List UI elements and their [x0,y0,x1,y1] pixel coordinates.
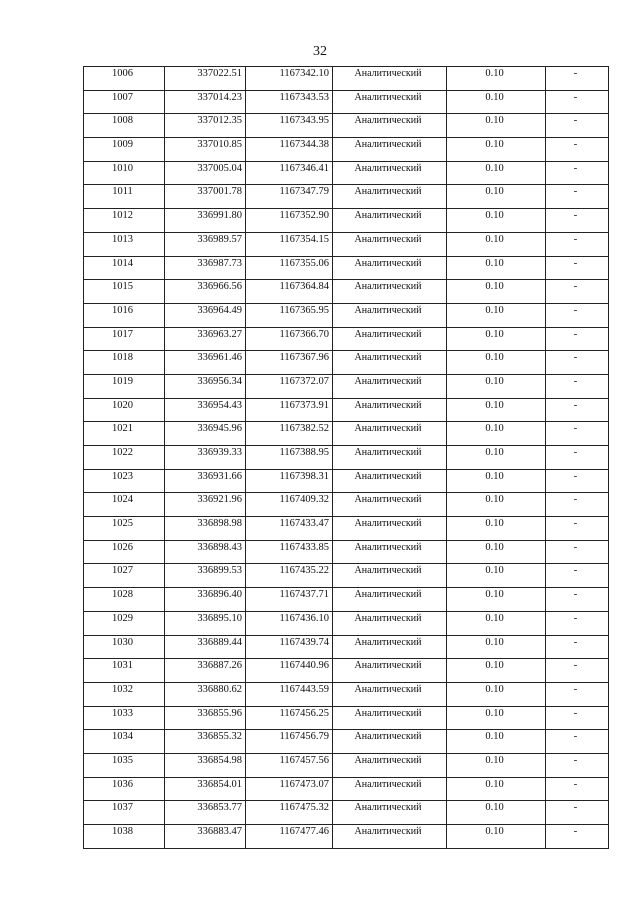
table-row [84,374,609,398]
accuracy-cell: 0.10 [447,777,546,801]
x-coordinate-cell: 337012.35 [165,114,246,138]
y-coordinate-cell: 1167388.95 [246,446,333,470]
note-cell: - [546,753,609,777]
note-cell: - [546,422,609,446]
note-cell: - [546,730,609,754]
point-number-cell: 1010 [84,161,165,185]
table-row [84,422,609,446]
table-row [84,256,609,280]
point-number-cell: 1011 [84,185,165,209]
note-cell: - [546,67,609,91]
method-cell: Аналитический [333,540,447,564]
method-cell: Аналитический [333,825,447,849]
table-row [84,682,609,706]
y-coordinate-cell: 1167433.47 [246,517,333,541]
method-cell: Аналитический [333,446,447,470]
y-coordinate-cell: 1167443.59 [246,682,333,706]
point-number-cell: 1028 [84,588,165,612]
accuracy-cell: 0.10 [447,398,546,422]
accuracy-cell: 0.10 [447,469,546,493]
x-coordinate-cell: 336989.57 [165,232,246,256]
x-coordinate-cell: 336853.77 [165,801,246,825]
note-cell: - [546,517,609,541]
y-coordinate-cell: 1167477.46 [246,825,333,849]
method-cell: Аналитический [333,659,447,683]
method-cell: Аналитический [333,232,447,256]
y-coordinate-cell: 1167372.07 [246,374,333,398]
accuracy-cell: 0.10 [447,682,546,706]
x-coordinate-cell: 336896.40 [165,588,246,612]
method-cell: Аналитический [333,753,447,777]
method-cell: Аналитический [333,138,447,162]
note-cell: - [546,493,609,517]
x-coordinate-cell: 336966.56 [165,280,246,304]
note-cell: - [546,374,609,398]
accuracy-cell: 0.10 [447,374,546,398]
accuracy-cell: 0.10 [447,730,546,754]
table-row [84,777,609,801]
method-cell: Аналитический [333,777,447,801]
point-number-cell: 1033 [84,706,165,730]
y-coordinate-cell: 1167355.06 [246,256,333,280]
table-row [84,185,609,209]
accuracy-cell: 0.10 [447,114,546,138]
point-number-cell: 1016 [84,303,165,327]
accuracy-cell: 0.10 [447,185,546,209]
accuracy-cell: 0.10 [447,564,546,588]
point-number-cell: 1027 [84,564,165,588]
note-cell: - [546,706,609,730]
point-number-cell: 1037 [84,801,165,825]
accuracy-cell: 0.10 [447,161,546,185]
method-cell: Аналитический [333,801,447,825]
accuracy-cell: 0.10 [447,801,546,825]
point-number-cell: 1018 [84,351,165,375]
method-cell: Аналитический [333,493,447,517]
y-coordinate-cell: 1167437.71 [246,588,333,612]
accuracy-cell: 0.10 [447,517,546,541]
x-coordinate-cell: 336855.32 [165,730,246,754]
method-cell: Аналитический [333,67,447,91]
point-number-cell: 1008 [84,114,165,138]
accuracy-cell: 0.10 [447,90,546,114]
method-cell: Аналитический [333,209,447,233]
note-cell: - [546,801,609,825]
accuracy-cell: 0.10 [447,422,546,446]
accuracy-cell: 0.10 [447,825,546,849]
table-row [84,564,609,588]
note-cell: - [546,256,609,280]
accuracy-cell: 0.10 [447,280,546,304]
note-cell: - [546,588,609,612]
note-cell: - [546,90,609,114]
table-row [84,659,609,683]
note-cell: - [546,635,609,659]
accuracy-cell: 0.10 [447,540,546,564]
table-row [84,161,609,185]
y-coordinate-cell: 1167344.38 [246,138,333,162]
point-number-cell: 1013 [84,232,165,256]
y-coordinate-cell: 1167367.96 [246,351,333,375]
y-coordinate-cell: 1167439.74 [246,635,333,659]
x-coordinate-cell: 336945.96 [165,422,246,446]
table-row [84,351,609,375]
table-row [84,303,609,327]
accuracy-cell: 0.10 [447,327,546,351]
note-cell: - [546,540,609,564]
x-coordinate-cell: 336889.44 [165,635,246,659]
x-coordinate-cell: 337010.85 [165,138,246,162]
table-row [84,398,609,422]
point-number-cell: 1006 [84,67,165,91]
point-number-cell: 1030 [84,635,165,659]
x-coordinate-cell: 336964.49 [165,303,246,327]
method-cell: Аналитический [333,682,447,706]
point-number-cell: 1012 [84,209,165,233]
y-coordinate-cell: 1167343.95 [246,114,333,138]
point-number-cell: 1029 [84,611,165,635]
method-cell: Аналитический [333,517,447,541]
accuracy-cell: 0.10 [447,446,546,470]
point-number-cell: 1036 [84,777,165,801]
note-cell: - [546,138,609,162]
table-row [84,67,609,91]
note-cell: - [546,611,609,635]
point-number-cell: 1015 [84,280,165,304]
table-row [84,517,609,541]
accuracy-cell: 0.10 [447,303,546,327]
table-row [84,446,609,470]
note-cell: - [546,161,609,185]
method-cell: Аналитический [333,256,447,280]
point-number-cell: 1021 [84,422,165,446]
y-coordinate-cell: 1167473.07 [246,777,333,801]
method-cell: Аналитический [333,398,447,422]
point-number-cell: 1031 [84,659,165,683]
accuracy-cell: 0.10 [447,493,546,517]
accuracy-cell: 0.10 [447,611,546,635]
method-cell: Аналитический [333,185,447,209]
method-cell: Аналитический [333,706,447,730]
point-number-cell: 1022 [84,446,165,470]
x-coordinate-cell: 336895.10 [165,611,246,635]
method-cell: Аналитический [333,327,447,351]
table-row [84,138,609,162]
x-coordinate-cell: 336987.73 [165,256,246,280]
note-cell: - [546,398,609,422]
x-coordinate-cell: 336854.01 [165,777,246,801]
accuracy-cell: 0.10 [447,588,546,612]
point-number-cell: 1035 [84,753,165,777]
y-coordinate-cell: 1167457.56 [246,753,333,777]
x-coordinate-cell: 336991.80 [165,209,246,233]
table-row [84,801,609,825]
method-cell: Аналитический [333,303,447,327]
note-cell: - [546,469,609,493]
point-number-cell: 1009 [84,138,165,162]
accuracy-cell: 0.10 [447,635,546,659]
note-cell: - [546,185,609,209]
table-row [84,611,609,635]
accuracy-cell: 0.10 [447,232,546,256]
table-row [84,469,609,493]
method-cell: Аналитический [333,422,447,446]
y-coordinate-cell: 1167435.22 [246,564,333,588]
accuracy-cell: 0.10 [447,256,546,280]
note-cell: - [546,564,609,588]
table-row [84,280,609,304]
x-coordinate-cell: 336921.96 [165,493,246,517]
x-coordinate-cell: 336880.62 [165,682,246,706]
y-coordinate-cell: 1167456.79 [246,730,333,754]
point-number-cell: 1023 [84,469,165,493]
y-coordinate-cell: 1167365.95 [246,303,333,327]
x-coordinate-cell: 337005.04 [165,161,246,185]
y-coordinate-cell: 1167409.32 [246,493,333,517]
method-cell: Аналитический [333,351,447,375]
x-coordinate-cell: 336898.43 [165,540,246,564]
accuracy-cell: 0.10 [447,351,546,375]
point-number-cell: 1007 [84,90,165,114]
y-coordinate-cell: 1167456.25 [246,706,333,730]
note-cell: - [546,114,609,138]
method-cell: Аналитический [333,635,447,659]
method-cell: Аналитический [333,90,447,114]
point-number-cell: 1024 [84,493,165,517]
y-coordinate-cell: 1167343.53 [246,90,333,114]
coordinates-table [83,66,609,849]
note-cell: - [546,446,609,470]
y-coordinate-cell: 1167354.15 [246,232,333,256]
coordinates-table-body [84,67,609,849]
x-coordinate-cell: 336899.53 [165,564,246,588]
y-coordinate-cell: 1167433.85 [246,540,333,564]
table-row [84,706,609,730]
x-coordinate-cell: 336898.98 [165,517,246,541]
note-cell: - [546,351,609,375]
y-coordinate-cell: 1167342.10 [246,67,333,91]
table-row [84,327,609,351]
accuracy-cell: 0.10 [447,706,546,730]
x-coordinate-cell: 336854.98 [165,753,246,777]
accuracy-cell: 0.10 [447,209,546,233]
table-row [84,232,609,256]
y-coordinate-cell: 1167440.96 [246,659,333,683]
point-number-cell: 1034 [84,730,165,754]
table-row [84,753,609,777]
table-row [84,114,609,138]
x-coordinate-cell: 337014.23 [165,90,246,114]
x-coordinate-cell: 337022.51 [165,67,246,91]
method-cell: Аналитический [333,161,447,185]
note-cell: - [546,303,609,327]
y-coordinate-cell: 1167366.70 [246,327,333,351]
x-coordinate-cell: 337001.78 [165,185,246,209]
note-cell: - [546,232,609,256]
note-cell: - [546,209,609,233]
x-coordinate-cell: 336956.34 [165,374,246,398]
table-row [84,635,609,659]
y-coordinate-cell: 1167398.31 [246,469,333,493]
accuracy-cell: 0.10 [447,659,546,683]
x-coordinate-cell: 336931.66 [165,469,246,493]
note-cell: - [546,280,609,304]
x-coordinate-cell: 336961.46 [165,351,246,375]
point-number-cell: 1014 [84,256,165,280]
point-number-cell: 1019 [84,374,165,398]
accuracy-cell: 0.10 [447,753,546,777]
point-number-cell: 1017 [84,327,165,351]
table-row [84,825,609,849]
point-number-cell: 1038 [84,825,165,849]
method-cell: Аналитический [333,564,447,588]
note-cell: - [546,682,609,706]
method-cell: Аналитический [333,588,447,612]
note-cell: - [546,327,609,351]
table-row [84,209,609,233]
y-coordinate-cell: 1167382.52 [246,422,333,446]
point-number-cell: 1025 [84,517,165,541]
y-coordinate-cell: 1167347.79 [246,185,333,209]
method-cell: Аналитический [333,730,447,754]
table-row [84,493,609,517]
point-number-cell: 1020 [84,398,165,422]
y-coordinate-cell: 1167436.10 [246,611,333,635]
note-cell: - [546,659,609,683]
method-cell: Аналитический [333,611,447,635]
y-coordinate-cell: 1167352.90 [246,209,333,233]
table-row [84,540,609,564]
page-number: 32 [313,44,327,59]
x-coordinate-cell: 336855.96 [165,706,246,730]
note-cell: - [546,825,609,849]
accuracy-cell: 0.10 [447,138,546,162]
accuracy-cell: 0.10 [447,67,546,91]
x-coordinate-cell: 336939.33 [165,446,246,470]
table-row [84,588,609,612]
method-cell: Аналитический [333,114,447,138]
x-coordinate-cell: 336883.47 [165,825,246,849]
y-coordinate-cell: 1167364.84 [246,280,333,304]
point-number-cell: 1026 [84,540,165,564]
x-coordinate-cell: 336887.26 [165,659,246,683]
x-coordinate-cell: 336963.27 [165,327,246,351]
method-cell: Аналитический [333,374,447,398]
point-number-cell: 1032 [84,682,165,706]
table-row [84,730,609,754]
note-cell: - [546,777,609,801]
table-row [84,90,609,114]
method-cell: Аналитический [333,280,447,304]
method-cell: Аналитический [333,469,447,493]
y-coordinate-cell: 1167475.32 [246,801,333,825]
x-coordinate-cell: 336954.43 [165,398,246,422]
y-coordinate-cell: 1167373.91 [246,398,333,422]
y-coordinate-cell: 1167346.41 [246,161,333,185]
